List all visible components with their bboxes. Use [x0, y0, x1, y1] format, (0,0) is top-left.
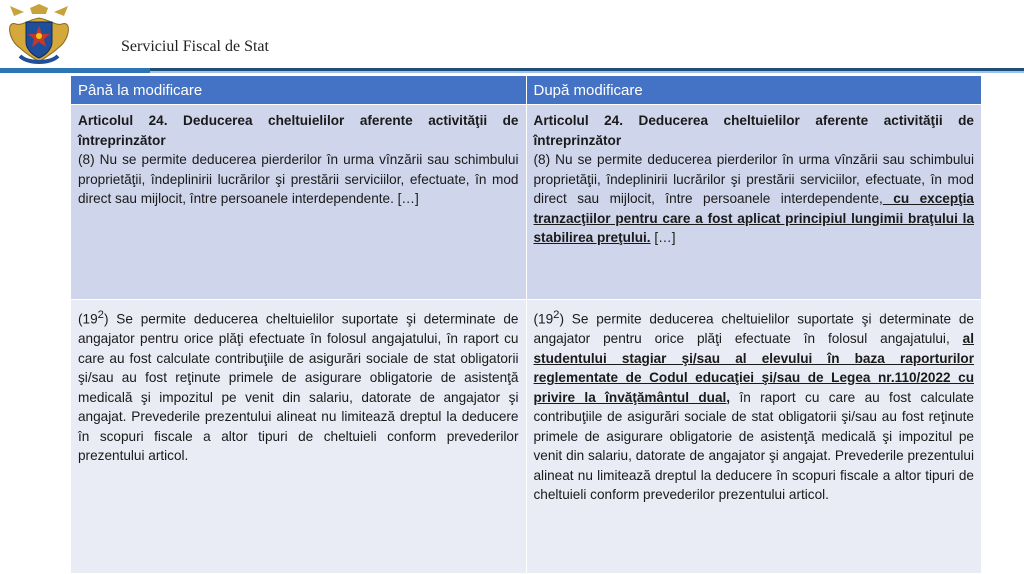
- paragraph-text: [534, 306, 975, 505]
- paragraph-text: [78, 306, 519, 466]
- paragraph-body-end: în raport cu care au fost calculate contribuţiile de asigurări sociale de stat obligatorii şi/sau au fost reţinute primele de asigurare obligatorie de asistenţă medicală şi impozitul pe venit din salariu, datorate de angajator şi angajat. Prevederile prezentului alineat nu limitează dreptul la deducere în scopuri fiscale a altor tipuri de cheltuieli conform prevederilor prezentului articol.: [533, 389, 974, 503]
- header-divider-light: [0, 71, 1024, 73]
- article-text: (8) Nu se permite deducerea pierderilor în urma vînzării sau schimbului proprietăţii, îndeplinirii lucrărilor şi prestării serviciilor, efectuate, în mod direct sau mijlocit, între persoanele interdependente. […]: [78, 152, 519, 206]
- paragraph-number: (19: [533, 311, 554, 327]
- column-header-after: După modificare: [526, 76, 982, 105]
- amendment-text: al studentului stagiar şi/sau al elevului în baza raporturilor reglementate de Codul educaţiei şi/sau de Legea nr.110/2022 cu privire la învăţământul dual,: [533, 331, 974, 405]
- paragraph-body: ) Se permite deducerea cheltuielilor suportate şi determinate de angajator pentru orice plăţi efectuate în folosul angajatului, în raport cu care au fost calculate contribuţiile de asigurări sociale de stat obligatorii şi/sau au fost reţinute primele de asigurare obligatorie de asistenţă medicală şi impozitul pe venit din salariu, datorate de angajator şi angajat. Prevederile prezentului alineat nu limitează dreptul la deducere în scopuri fiscale a altor tipuri de cheltuieli conform prevederilor prezentului articol.: [78, 311, 519, 464]
- text-unchanged: (8) Nu se permite deducerea pierderilor în urma vînzării sau schimbului proprietăţii, îndeplinirii lucrărilor şi prestării serviciilor, efectuate, în mod direct sau mijlocit, între persoanele interdependente,: [533, 152, 974, 206]
- coat-of-arms-icon: [6, 2, 72, 72]
- amendment-text: cu excepţia tranzacţiilor pentru care a fost aplicat principiul lungimii braţului la stabilirea preţului.: [533, 191, 974, 245]
- article-heading: Articolul 24. Deducerea cheltuielilor aferente activităţii de întreprinzător: [78, 113, 519, 148]
- table-row: [71, 105, 982, 300]
- table-header-row: [71, 76, 982, 105]
- header-accent: [0, 68, 150, 73]
- paragraph-superscript: 2: [97, 309, 104, 321]
- comparison-table: [70, 75, 982, 574]
- cell-before-art24: [71, 105, 527, 300]
- cell-after-19-2: [526, 300, 982, 574]
- paragraph-superscript: 2: [553, 309, 560, 321]
- paragraph-body-start: ) Se permite deducerea cheltuielilor suportate şi determinate de angajator pentru orice plăţi efectuate în folosul angajatului,: [533, 311, 974, 347]
- cell-after-art24: [526, 105, 982, 300]
- text-ellipsis: […]: [650, 230, 676, 245]
- organization-title: Serviciul Fiscal de Stat: [121, 38, 269, 55]
- article-heading: Articolul 24. Deducerea cheltuielilor aferente activităţii de întreprinzător: [533, 113, 974, 148]
- column-header-before: Până la modificare: [71, 76, 527, 105]
- paragraph-number: (19: [78, 311, 98, 327]
- cell-before-19-2: [71, 300, 527, 574]
- article-text: [534, 150, 975, 248]
- table-row: [71, 300, 982, 574]
